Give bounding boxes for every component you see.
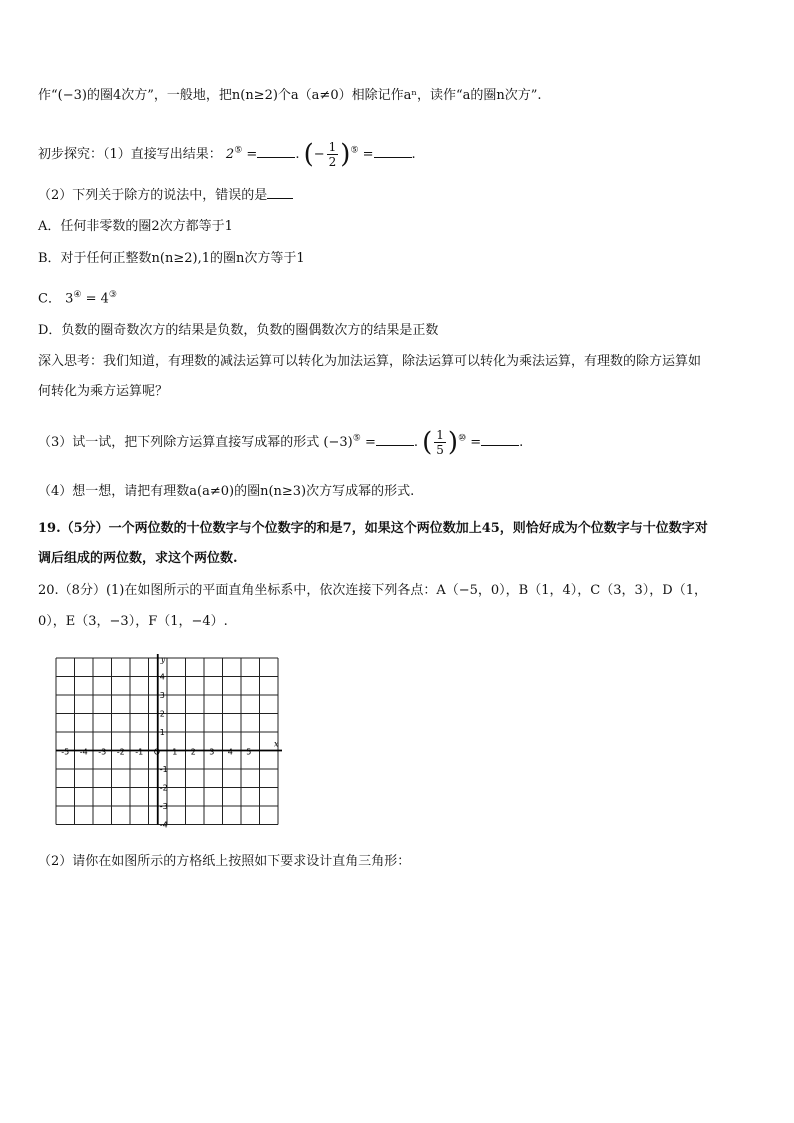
question-4-line: （4）想一想，请把有理数a(a≠0)的圈n(n≥3)次方写成幂的形式. (38, 484, 415, 499)
y-tick-label: -4 (159, 820, 168, 830)
x-axis-label: x (274, 739, 279, 749)
deep-thinking-1: 深入思考：我们知道，有理数的减法运算可以转化为加法运算，除法运算可以转化为乘法运算，有理数的除方运算如 (38, 354, 702, 369)
y-tick-label: 4 (159, 672, 165, 682)
option-a: A．任何非零数的圈2次方都等于1 (38, 219, 233, 234)
y-tick-label: 1 (159, 728, 165, 737)
answer-blank-3[interactable] (267, 186, 293, 199)
question-2-line (38, 186, 764, 206)
q1-base: 2 (225, 147, 235, 162)
option-c: C． 3④ = 4③ (38, 290, 117, 307)
answer-blank-1[interactable] (257, 145, 295, 158)
problem-20-line-2: 0），E（3，−3），F（1，−4）. (38, 614, 228, 629)
coordinate-grid (48, 652, 279, 834)
option-d: D．负数的圈奇数次方的结果是负数，负数的圈偶数次方的结果是正数 (38, 323, 439, 338)
y-tick-label: -1 (159, 765, 168, 774)
question-3-line: （3）试一试，把下列除方运算直接写成幂的形式 (−3)⑤ = . ( $\frac{1}{5}$ )⑩ = . (38, 427, 524, 458)
question-1-line: 初步探究：（1）直接写出结果： 2⑤ = . (− $\frac{1}{2}$ )⑤ = . (38, 139, 416, 170)
y-tick-label: -3 (159, 802, 168, 811)
deep-thinking-2: 何转化为乘方运算呢？ (38, 384, 169, 399)
problem-20-line-3: （2）请你在如图所示的方格纸上按照如下要求设计直角三角形： (38, 854, 411, 869)
y-tick-label: 2 (159, 709, 165, 719)
x-tick-label: 3 (209, 747, 215, 757)
fraction: $\frac{1}{2}$ (328, 140, 337, 169)
x-tick-label: -2 (116, 747, 125, 757)
x-tick-label: -5 (61, 747, 70, 757)
x-tick-label: -3 (98, 747, 107, 757)
y-tick-label: 3 (159, 691, 165, 700)
q1-sup2: ⑤ (350, 145, 359, 156)
question-2-text: （2）下列关于除方的说法中，错误的是 (38, 188, 268, 203)
y-axis-label: y (160, 655, 166, 664)
option-b: B．对于任何正整数n(n≥2),1的圈n次方等于1 (38, 251, 305, 266)
x-tick-label: -1 (135, 747, 144, 757)
answer-blank-2[interactable] (374, 145, 412, 158)
intro-text: 作“(−3)的圈4次方”，一般地，把n(n≥2)个a（a≠0）相除记作aⁿ，读作“a的圈n次方”. (38, 88, 542, 103)
question-1-prefix: 初步探究：（1）直接写出结果： (38, 147, 222, 162)
problem-19-line-2: 调后组成的两位数，求这个两位数. (38, 551, 238, 566)
x-tick-label: 2 (190, 747, 196, 757)
fraction-2: $\frac{1}{5}$ (436, 428, 444, 457)
problem-19-line-1: 19.（5分）一个两位数的十位数字与个位数字的和是7，如果这个两位数加上45，则恰好成为个位数字与十位数字对 (38, 521, 708, 536)
intro-line (38, 86, 764, 106)
x-tick-label: 4 (227, 747, 233, 757)
x-tick-label: 5 (246, 747, 252, 757)
problem-20-line-1: 20.（8分）(1)在如图所示的平面直角坐标系中，依次连接下列各点：A（−5，0），B（1，4），C（3，3），D（1， (38, 583, 707, 598)
y-tick-label: -2 (159, 783, 168, 793)
answer-blank-5[interactable] (481, 433, 519, 446)
x-tick-label: O (153, 747, 161, 757)
answer-blank-4[interactable] (376, 433, 414, 446)
q1-sup: ⑤ (234, 145, 243, 156)
x-tick-label: -4 (79, 747, 88, 757)
x-tick-label: 1 (172, 747, 178, 757)
